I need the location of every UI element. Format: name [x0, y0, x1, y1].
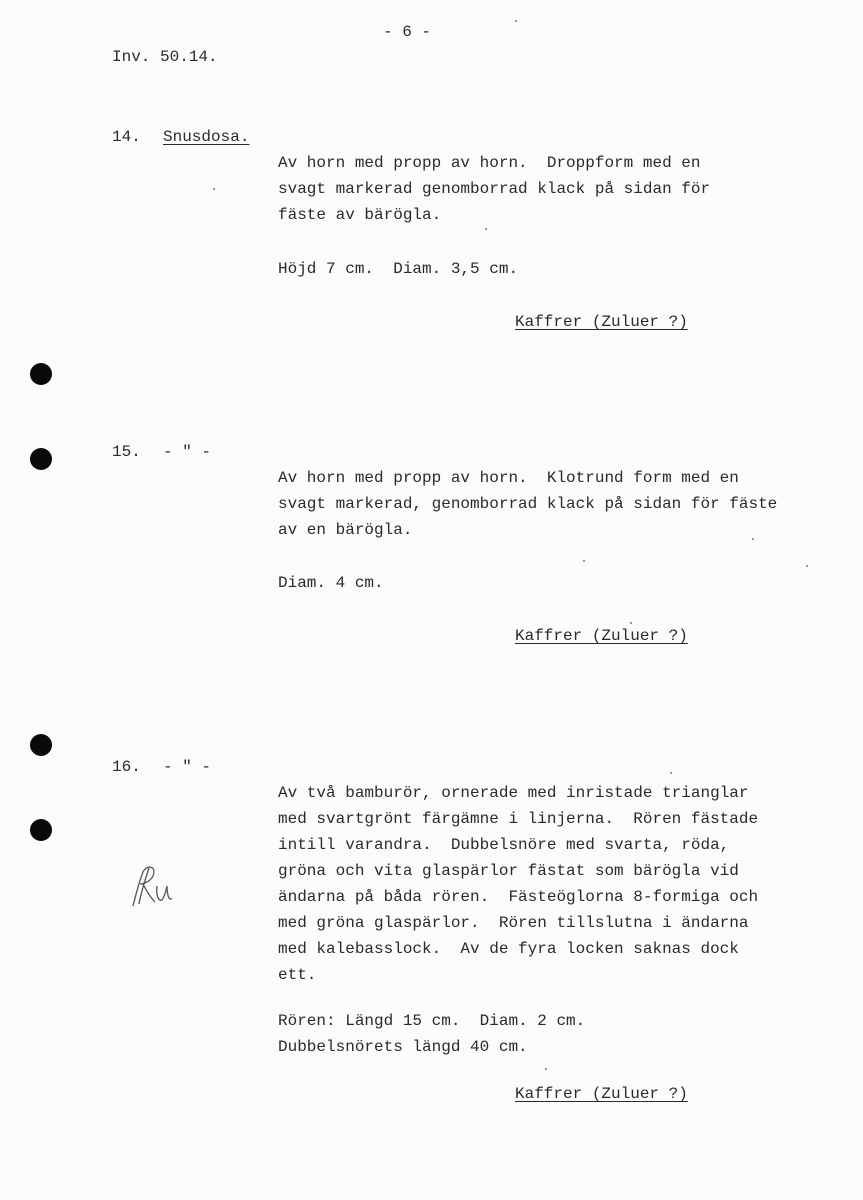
description-line: Av två bamburör, ornerade med inristade trianglar	[278, 784, 749, 802]
attribution: Kaffrer (Zuluer ?)	[515, 313, 688, 331]
measurements: Diam. 4 cm.	[278, 574, 384, 592]
entry-number: 15.	[112, 443, 141, 461]
entry-title: - " -	[163, 758, 212, 776]
description-line: svagt markerad genomborrad klack på sidan för	[278, 180, 711, 198]
description-line: Av horn med propp av horn. Droppform med en	[278, 154, 701, 172]
entry-title: - " -	[163, 443, 212, 461]
description-line: ändarna på båda rören. Fästeöglorna 8-formiga och	[278, 888, 759, 906]
description-line: av en bärögla.	[278, 521, 413, 539]
punch-hole	[30, 819, 52, 841]
measurements: Dubbelsnörets längd 40 cm.	[278, 1038, 528, 1056]
page-number: - 6 -	[383, 23, 432, 41]
description-line: med kalebasslock. Av de fyra locken saknas dock	[278, 940, 739, 958]
punch-hole	[30, 448, 52, 470]
description-line: med gröna glaspärlor. Rören tillslutna i ändarna	[278, 914, 749, 932]
punch-hole	[30, 734, 52, 756]
description-line: intill varandra. Dubbelsnöre med svarta, röda,	[278, 836, 730, 854]
attribution: Kaffrer (Zuluer ?)	[515, 1085, 688, 1103]
description-line: fäste av bärögla.	[278, 206, 442, 224]
description-line: Av horn med propp av horn. Klotrund form med en	[278, 469, 739, 487]
inventory-ref: Inv. 50.14.	[112, 48, 218, 66]
attribution: Kaffrer (Zuluer ?)	[515, 627, 688, 645]
measurements: Rören: Längd 15 cm. Diam. 2 cm.	[278, 1012, 586, 1030]
punch-hole	[30, 363, 52, 385]
entry-number: 16.	[112, 758, 141, 776]
entry-title: Snusdosa.	[163, 128, 250, 146]
entry-number: 14.	[112, 128, 141, 146]
handwritten-initials-signature	[125, 862, 185, 912]
description-line: svagt markerad, genomborrad klack på sidan för fäste	[278, 495, 778, 513]
description-line: ett.	[278, 966, 317, 984]
measurements: Höjd 7 cm. Diam. 3,5 cm.	[278, 260, 519, 278]
description-line: med svartgrönt färgämne i linjerna. Rören fästade	[278, 810, 759, 828]
description-line: gröna och vita glaspärlor fästat som bärögla vid	[278, 862, 739, 880]
